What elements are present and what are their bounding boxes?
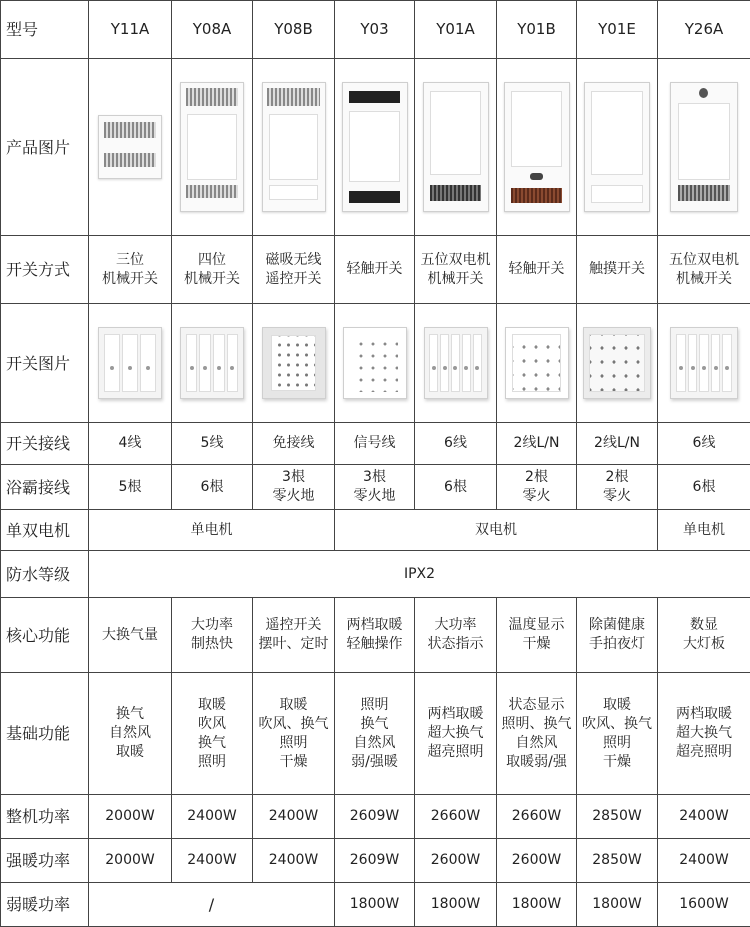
core-function-cell: 大换气量 — [89, 598, 172, 673]
waterproof-cell: IPX2 — [89, 551, 750, 598]
heater-wiring-cell: 3根 零火地 — [335, 465, 415, 510]
total-power-row — [1, 795, 750, 839]
strong-heat-power-cell: 2400W — [658, 839, 750, 883]
weak-heat-power-cell: 1800W — [415, 883, 497, 927]
switch-type-cell: 磁吸无线 遥控开关 — [253, 236, 335, 304]
row-label-total-power: 整机功率 — [1, 795, 89, 839]
total-power-cell: 2400W — [253, 795, 335, 839]
heater-wiring-cell: 2根 零火 — [497, 465, 577, 510]
core-function-cell: 遥控开关 摆叶、定时 — [253, 598, 335, 673]
switch-image — [658, 304, 750, 423]
switch-wiring-cell: 6线 — [658, 423, 750, 465]
heater-wiring-cell: 5根 — [89, 465, 172, 510]
product-image — [253, 59, 335, 236]
switch-wiring-cell: 2线L/N — [497, 423, 577, 465]
strong-heat-power-cell: 2400W — [172, 839, 253, 883]
strong-heat-power-row — [1, 839, 750, 883]
row-label-switch-wiring: 开关接线 — [1, 423, 89, 465]
weak-heat-power-cell: 1800W — [497, 883, 577, 927]
basic-function-cell: 照明 换气 自然风 弱/强暖 — [335, 673, 415, 795]
switch-type-cell: 轻触开关 — [497, 236, 577, 304]
product-image-row — [1, 59, 750, 236]
total-power-cell: 2609W — [335, 795, 415, 839]
row-label-product-image: 产品图片 — [1, 59, 89, 236]
heater-wiring-cell: 2根 零火 — [577, 465, 658, 510]
basic-function-cell: 两档取暖 超大换气 超亮照明 — [415, 673, 497, 795]
switch-image — [335, 304, 415, 423]
switch-type-cell: 四位 机械开关 — [172, 236, 253, 304]
strong-heat-power-cell: 2000W — [89, 839, 172, 883]
weak-heat-power-cell: 1600W — [658, 883, 750, 927]
model-name: Y03 — [335, 1, 415, 59]
model-name: Y01B — [497, 1, 577, 59]
total-power-cell: 2660W — [497, 795, 577, 839]
core-function-cell: 除菌健康 手拍夜灯 — [577, 598, 658, 673]
model-name: Y26A — [658, 1, 750, 59]
strong-heat-power-cell: 2600W — [415, 839, 497, 883]
switch-image — [172, 304, 253, 423]
strong-heat-power-cell: 2850W — [577, 839, 658, 883]
switch-type-cell: 五位双电机 机械开关 — [658, 236, 750, 304]
heater-wiring-cell: 6根 — [415, 465, 497, 510]
motor-single-cell: 单电机 — [89, 510, 335, 551]
basic-function-row — [1, 673, 750, 795]
product-image — [497, 59, 577, 236]
row-label-strong-heat-power: 强暖功率 — [1, 839, 89, 883]
switch-wiring-cell: 2线L/N — [577, 423, 658, 465]
weak-heat-power-merged-cell: / — [89, 883, 335, 927]
switch-type-cell: 三位 机械开关 — [89, 236, 172, 304]
total-power-cell: 2000W — [89, 795, 172, 839]
product-image — [335, 59, 415, 236]
switch-type-cell: 触摸开关 — [577, 236, 658, 304]
row-label-model: 型号 — [1, 1, 89, 59]
switch-image — [497, 304, 577, 423]
switch-wiring-cell: 4线 — [89, 423, 172, 465]
basic-function-cell: 两档取暖 超大换气 超亮照明 — [658, 673, 750, 795]
total-power-cell: 2400W — [172, 795, 253, 839]
row-label-core-function: 核心功能 — [1, 598, 89, 673]
core-function-cell: 大功率 状态指示 — [415, 598, 497, 673]
switch-wiring-cell: 信号线 — [335, 423, 415, 465]
row-label-waterproof: 防水等级 — [1, 551, 89, 598]
basic-function-cell: 取暖 吹风 换气 照明 — [172, 673, 253, 795]
total-power-cell: 2850W — [577, 795, 658, 839]
switch-type-row — [1, 236, 750, 304]
strong-heat-power-cell: 2609W — [335, 839, 415, 883]
basic-function-cell: 取暖 吹风、换气 照明 干燥 — [253, 673, 335, 795]
row-label-basic-function: 基础功能 — [1, 673, 89, 795]
strong-heat-power-cell: 2600W — [497, 839, 577, 883]
basic-function-cell: 取暖 吹风、换气 照明 干燥 — [577, 673, 658, 795]
core-function-cell: 温度显示 干燥 — [497, 598, 577, 673]
product-image — [658, 59, 750, 236]
total-power-cell: 2400W — [658, 795, 750, 839]
model-name: Y01A — [415, 1, 497, 59]
switch-image — [253, 304, 335, 423]
heater-wiring-row — [1, 465, 750, 510]
product-image — [577, 59, 658, 236]
switch-image — [577, 304, 658, 423]
row-label-motor: 单双电机 — [1, 510, 89, 551]
core-function-cell: 两档取暖 轻触操作 — [335, 598, 415, 673]
switch-type-cell: 轻触开关 — [335, 236, 415, 304]
switch-wiring-row — [1, 423, 750, 465]
weak-heat-power-cell: 1800W — [335, 883, 415, 927]
motor-dual-cell: 双电机 — [335, 510, 658, 551]
model-name: Y11A — [89, 1, 172, 59]
switch-image — [89, 304, 172, 423]
heater-wiring-cell: 6根 — [172, 465, 253, 510]
model-name: Y08B — [253, 1, 335, 59]
total-power-cell: 2660W — [415, 795, 497, 839]
header-row — [1, 1, 750, 59]
switch-image-row — [1, 304, 750, 423]
heater-wiring-cell: 3根 零火地 — [253, 465, 335, 510]
heater-wiring-cell: 6根 — [658, 465, 750, 510]
core-function-cell: 大功率 制热快 — [172, 598, 253, 673]
basic-function-cell: 状态显示 照明、换气 自然风 取暖弱/强 — [497, 673, 577, 795]
core-function-cell: 数显 大灯板 — [658, 598, 750, 673]
core-function-row — [1, 598, 750, 673]
row-label-switch-type: 开关方式 — [1, 236, 89, 304]
product-image — [172, 59, 253, 236]
switch-image — [415, 304, 497, 423]
weak-heat-power-row — [1, 883, 750, 927]
switch-type-cell: 五位双电机 机械开关 — [415, 236, 497, 304]
switch-wiring-cell: 免接线 — [253, 423, 335, 465]
row-label-weak-heat-power: 弱暖功率 — [1, 883, 89, 927]
switch-wiring-cell: 6线 — [415, 423, 497, 465]
motor-single-cell: 单电机 — [658, 510, 750, 551]
model-name: Y01E — [577, 1, 658, 59]
weak-heat-power-cell: 1800W — [577, 883, 658, 927]
model-name: Y08A — [172, 1, 253, 59]
product-image — [415, 59, 497, 236]
row-label-heater-wiring: 浴霸接线 — [1, 465, 89, 510]
row-label-switch-image: 开关图片 — [1, 304, 89, 423]
basic-function-cell: 换气 自然风 取暖 — [89, 673, 172, 795]
strong-heat-power-cell: 2400W — [253, 839, 335, 883]
product-image — [89, 59, 172, 236]
motor-row — [1, 510, 750, 551]
switch-wiring-cell: 5线 — [172, 423, 253, 465]
waterproof-row — [1, 551, 750, 598]
